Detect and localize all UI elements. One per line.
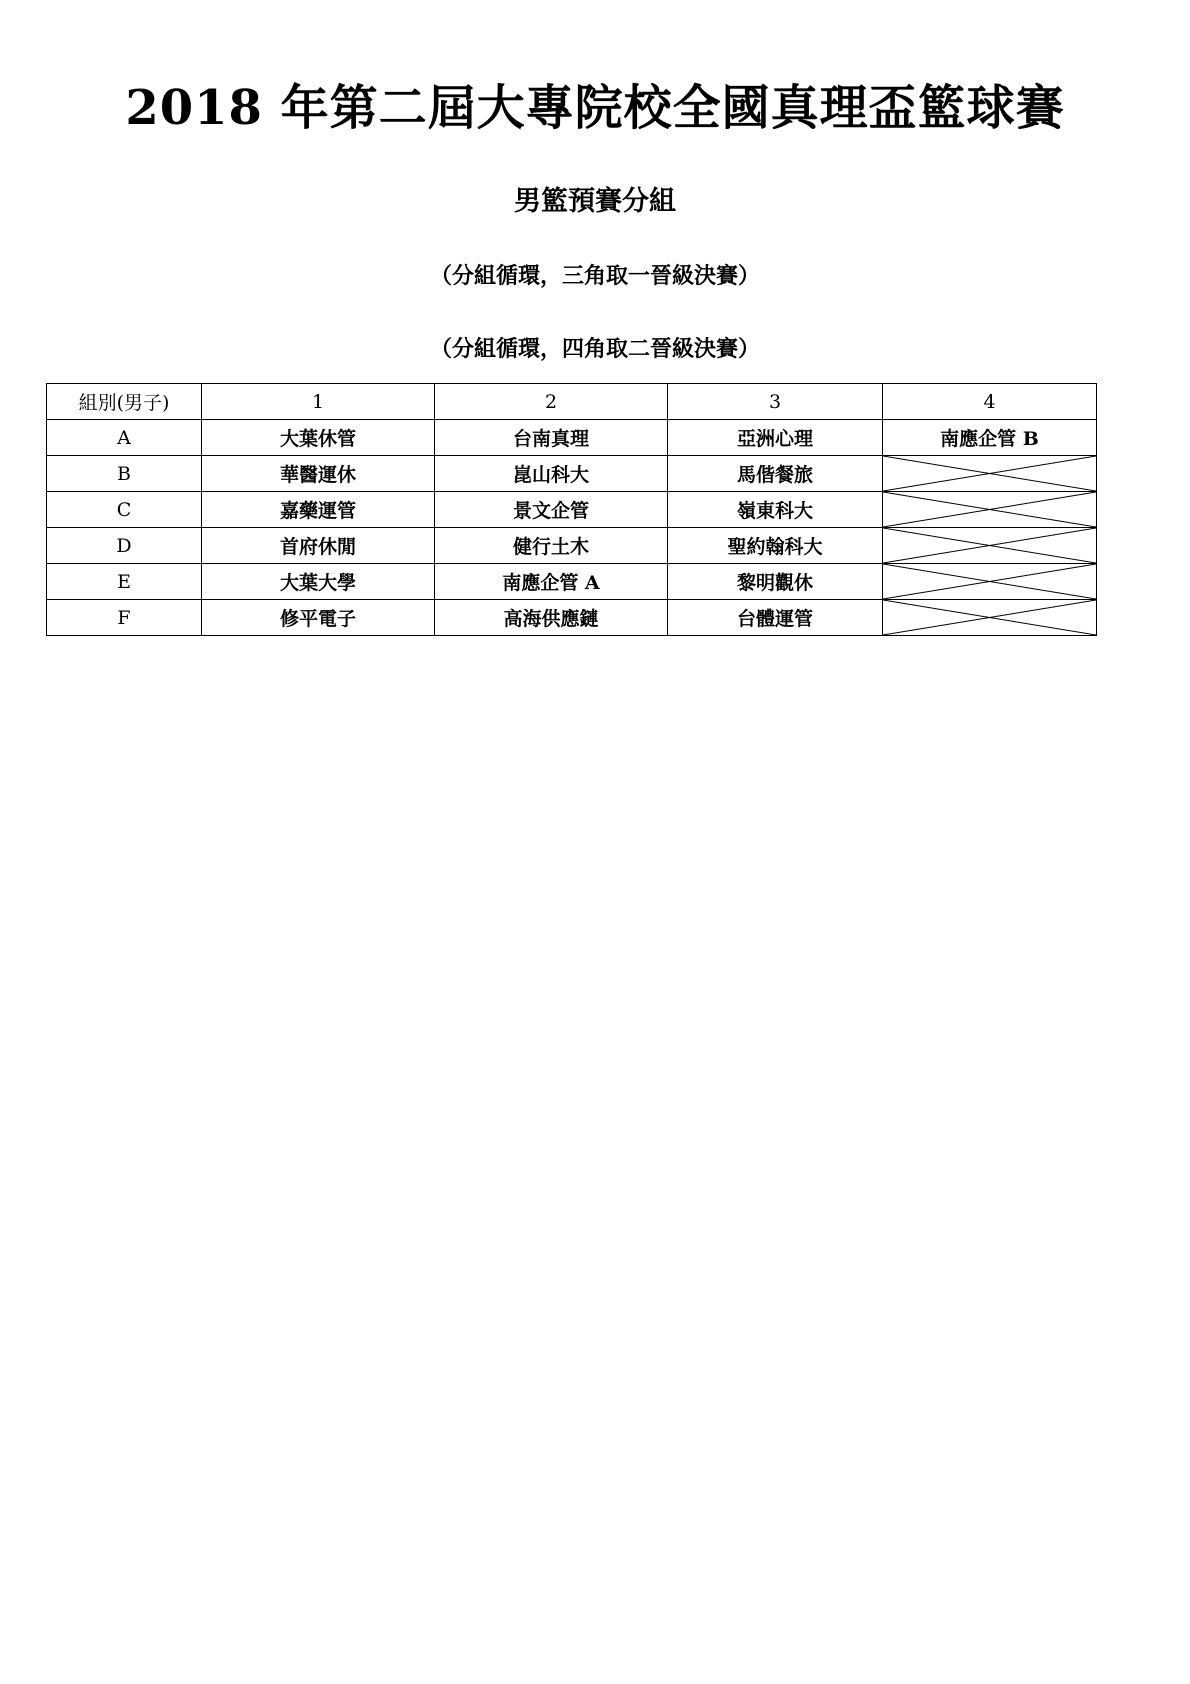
group-header: 組別(男子)	[47, 384, 202, 420]
cross-out-mark	[883, 600, 1096, 635]
empty-slot-crossed	[883, 456, 1097, 492]
team-cell: 南應企管 A	[435, 564, 668, 600]
column-header-3: 3	[668, 384, 883, 420]
team-cell: 台體運管	[668, 600, 883, 636]
page-title: 2018 年第二屆大專院校全國真理盃籃球賽	[125, 80, 1065, 136]
cross-out-mark	[883, 456, 1096, 491]
group-label: E	[47, 564, 202, 600]
team-cell: 南應企管 B	[883, 420, 1097, 456]
table-row	[47, 528, 1097, 564]
group-label: F	[47, 600, 202, 636]
empty-slot-crossed	[883, 564, 1097, 600]
group-label: B	[47, 456, 202, 492]
table-row	[47, 564, 1097, 600]
team-cell: 景文企管	[435, 492, 668, 528]
column-header-2: 2	[435, 384, 668, 420]
team-cell: 台南真理	[435, 420, 668, 456]
table-row	[47, 456, 1097, 492]
group-label: A	[47, 420, 202, 456]
team-cell: 高海供應鏈	[435, 600, 668, 636]
team-cell: 黎明觀休	[668, 564, 883, 600]
team-cell: 大葉大學	[202, 564, 435, 600]
team-cell: 大葉休管	[202, 420, 435, 456]
group-label: D	[47, 528, 202, 564]
team-cell: 嶺東科大	[668, 492, 883, 528]
team-cell: 馬偕餐旅	[668, 456, 883, 492]
team-cell: 健行土木	[435, 528, 668, 564]
column-header-1: 1	[202, 384, 435, 420]
table-row	[47, 420, 1097, 456]
cross-out-mark	[883, 492, 1096, 527]
team-cell: 嘉藥運管	[202, 492, 435, 528]
group-label: C	[47, 492, 202, 528]
group-table	[46, 383, 1097, 636]
table-header-row	[47, 384, 1097, 420]
empty-slot-crossed	[883, 528, 1097, 564]
table-row	[47, 600, 1097, 636]
team-cell: 修平電子	[202, 600, 435, 636]
empty-slot-crossed	[883, 600, 1097, 636]
team-cell: 聖約翰科大	[668, 528, 883, 564]
cross-out-mark	[883, 528, 1096, 563]
team-cell: 亞洲心理	[668, 420, 883, 456]
format-note-four-team: （分組循環，四角取二晉級決賽）	[429, 336, 760, 362]
page-subtitle: 男籃預賽分組	[514, 186, 676, 217]
format-note-three-team: （分組循環，三角取一晉級決賽）	[429, 263, 760, 289]
team-cell: 華醫運休	[202, 456, 435, 492]
cross-out-mark	[883, 564, 1096, 599]
column-header-4: 4	[883, 384, 1097, 420]
team-cell: 首府休閒	[202, 528, 435, 564]
table-row	[47, 492, 1097, 528]
empty-slot-crossed	[883, 492, 1097, 528]
team-cell: 崑山科大	[435, 456, 668, 492]
